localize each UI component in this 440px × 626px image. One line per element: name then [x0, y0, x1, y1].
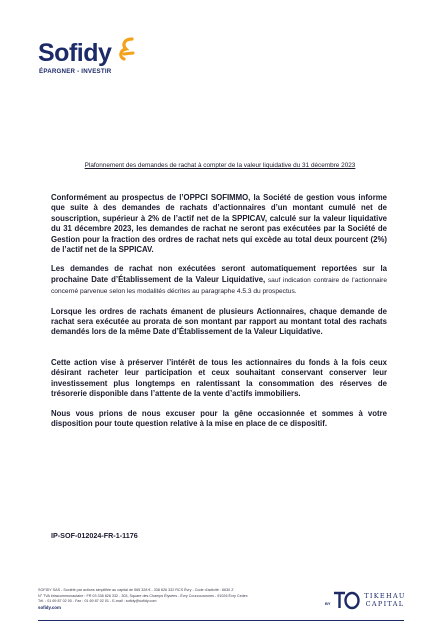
- deferred-note-text: sauf indication contraire de l’actionnaire concerné parvenue selon les modalités décrites au paragraphe 4.5.3 du prospectus.: [51, 276, 387, 296]
- sofidy-mark-icon: [118, 37, 136, 67]
- document-reference: IP-SOF-012024-FR-1-1176: [51, 531, 138, 540]
- footer-line-1: SOFIDY SAS - Société par actions simplifiée au capital de 565 328 € - 338 826 332 RCS Évry - Code d’activité : 6630 Z: [38, 588, 234, 592]
- footer-divider: [38, 620, 404, 621]
- paragraph-apology: Nous vous prions de nous excuser pour la gêne occasionnée et sommes à votre disposition pour toute question relative à la mise en place de ce dispositif.: [51, 408, 387, 428]
- paragraph-purpose: Cette action vise à préserver l’intérêt de tous les actionnaires du fonds à la fois ceux désirant racheter leur participation et ceux souhaitant conservant conserver leur investissement plus longtemps en ralentissant la consommation des réserves de trésorerie disponible dans l’attente de la vente d’actifs immobiliers.: [51, 357, 387, 399]
- brand-tagline: ÉPARGNER - INVESTIR: [39, 68, 112, 75]
- sofidy-logo: [38, 40, 136, 75]
- footer-url[interactable]: sofidy.com: [38, 605, 61, 611]
- tikehau-by-label: BY: [325, 601, 331, 606]
- deferred-bold-text: Les demandes de rachat non exécutées seront automatiquement reportées sur la prochaine Date d’Établissement de la Valeur Liquidative,: [51, 264, 387, 284]
- paragraph-notice: Conformément au prospectus de l’OPPCI SOFIMMO, la Société de gestion vous informe que suite à des demandes de rachats d’actionnaires d’un montant cumulé net de souscription, supérieur à 2% de l’actif net de la SPPICAV, calculé sur la valeur liquidative du 31 décembre 2023, les demandes de rachat ne seront pas exécutées par la Société de Gestion pour la fraction des ordres de rachat nets qui excède au total deux pourcent (2%) de l’actif net de la SPPICAV.: [51, 193, 387, 255]
- tikehau-name: TIKEHAU CAPITAL: [364, 592, 406, 608]
- brand-name: Sofidy: [38, 39, 112, 67]
- letter-body: [51, 193, 387, 429]
- page-title: Plafonnement des demandes de rachat à compter de la valeur liquidative du 31 décembre 2023: [84, 162, 356, 169]
- tikehau-mark-icon: [333, 590, 361, 610]
- footer-line-3: Tél. : 01 69 87 02 00 - Fax : 01 69 87 02 01 - E-mail : sofidy@sofidy.com: [38, 599, 157, 604]
- paragraph-prorata: Lorsque les ordres de rachats émanent de plusieurs Actionnaires, chaque demande de rachat sera exécutée au prorata de son montant par rapport au montant total des rachats demandés lors de la même Date d’Établissement de la Valeur Liquidative.: [51, 306, 387, 337]
- paragraph-deferred: [51, 264, 387, 297]
- footer-legal: [38, 588, 338, 611]
- footer-line-2: N° TVA intracommunautaire : FR 03 338 826 332 - 303, Square des Champs Élysées - Évry Courcouronnes - 91026 Évry Cedex: [38, 593, 248, 598]
